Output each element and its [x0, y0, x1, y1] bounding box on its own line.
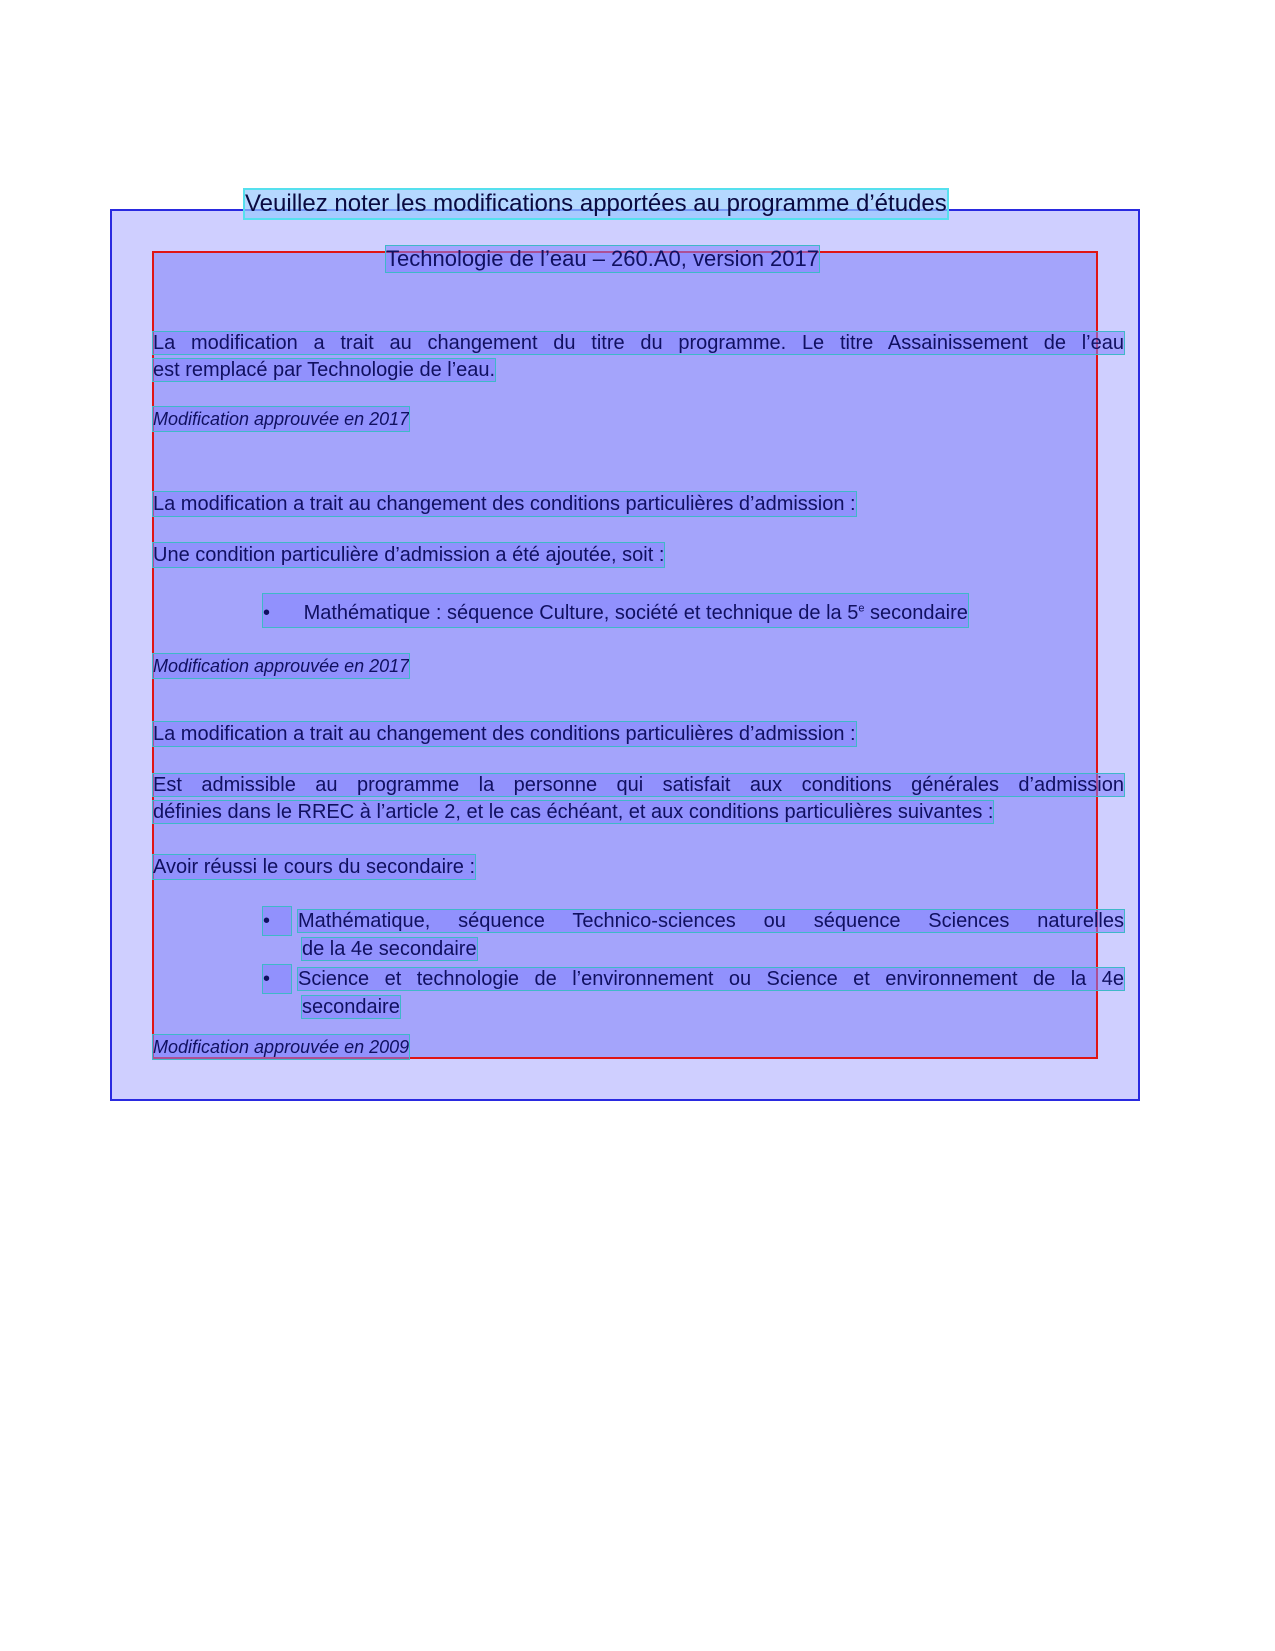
section2-bullet-suffix: secondaire — [864, 601, 968, 624]
section3-bullet-2-line1: Science et technologie de l’environnement ou Science et environnement de la 4e — [298, 968, 1124, 990]
section1-paragraph — [153, 330, 1124, 384]
section3-bullet-1 — [298, 907, 1124, 963]
section3-line2: définies dans le RREC à l’article 2, et le cas échéant, et aux conditions particulières suivantes : — [153, 801, 994, 823]
section3-intro: La modification a trait au changement des conditions particulières d’admission : — [153, 723, 856, 745]
bullet-dot-icon: • — [263, 601, 271, 624]
section3-bullet-dot-1 — [263, 907, 291, 935]
section1-approval: Modification approuvée en 2017 — [153, 409, 410, 429]
section3-approval: Modification approuvée en 2009 — [153, 1037, 410, 1057]
section1-line2: est remplacé par Technologie de l’eau. — [153, 359, 496, 381]
section2-bullet-text: Mathématique : séquence Culture, société et technique de la 5 — [303, 601, 859, 624]
section2-added-condition: Une condition particulière d’admission a été ajoutée, soit : — [153, 544, 665, 566]
section3-line1: Est admissible au programme la personne qui satisfait aux conditions générales d’admission — [153, 774, 1124, 796]
section2-approval: Modification approuvée en 2017 — [153, 656, 410, 676]
section2-bullet-superscript: e — [858, 602, 865, 614]
section3-bullet-2 — [298, 965, 1124, 1021]
section1-line1: La modification a trait au changement du titre du programme. Le titre Assainissement de l’eau — [153, 332, 1124, 354]
section3-bullet-dot-2 — [263, 965, 291, 993]
section3-paragraph — [153, 772, 1124, 826]
bullet-dot-icon: • — [263, 910, 271, 932]
section2-bullet-item — [263, 594, 968, 627]
section3-bullet-1-line2: de la 4e secondaire — [302, 938, 477, 960]
page-title: Veuillez noter les modifications apportées au programme d’études — [245, 190, 947, 217]
section3-bullet-1-line1: Mathématique, séquence Technico-sciences ou séquence Sciences naturelles — [298, 910, 1124, 932]
section3-course-intro: Avoir réussi le cours du secondaire : — [153, 856, 476, 878]
section2-intro: La modification a trait au changement des conditions particulières d’admission : — [153, 493, 856, 515]
program-subtitle: Technologie de l’eau – 260.A0, version 2017 — [386, 246, 819, 271]
bullet-dot-icon: • — [263, 968, 271, 990]
section3-bullet-2-line2: secondaire — [302, 996, 400, 1018]
